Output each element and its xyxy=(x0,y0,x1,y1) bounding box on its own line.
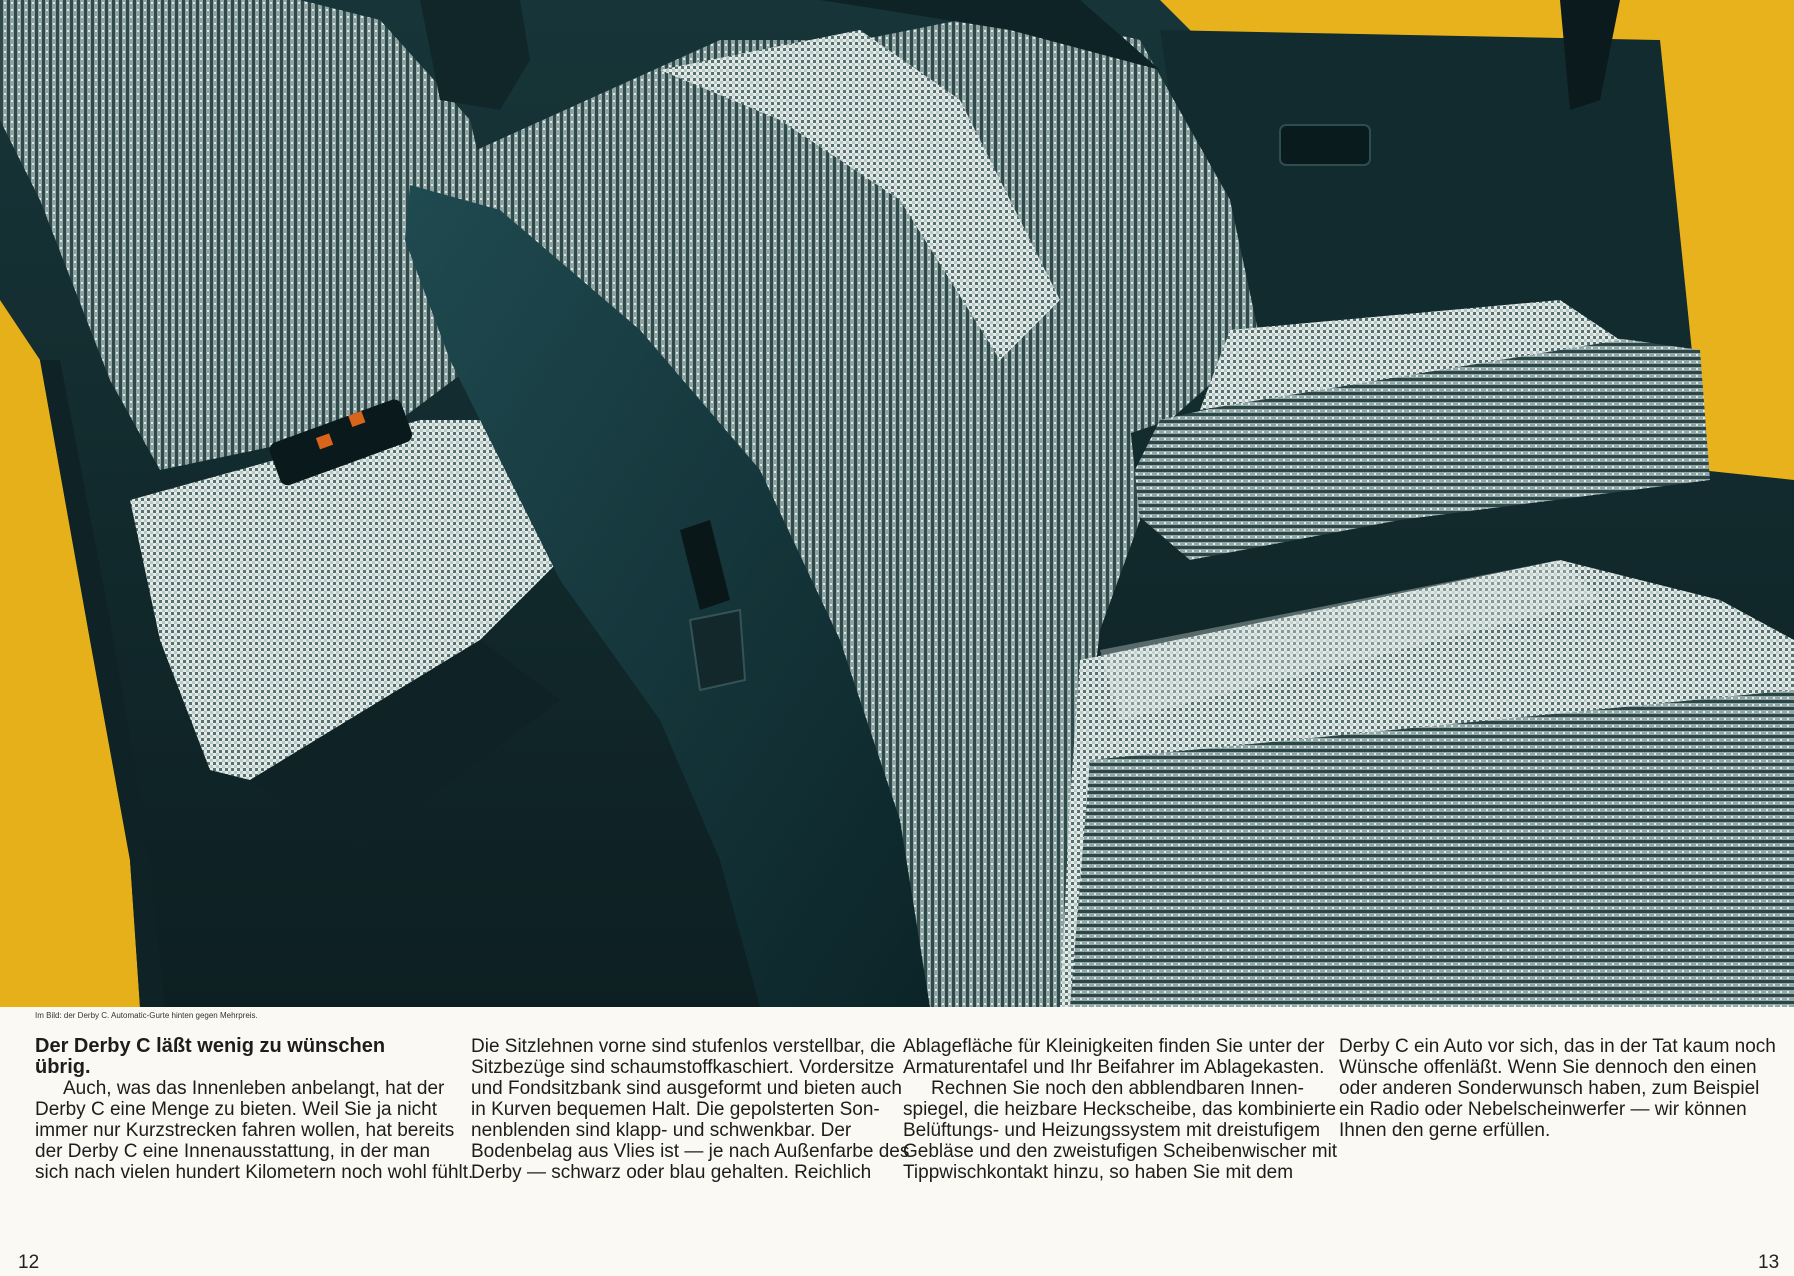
text-column-1 xyxy=(35,1035,474,1183)
body-line: in Kurven bequemen Halt. Die gepolsterten Son- xyxy=(471,1099,880,1120)
text-column-4 xyxy=(1339,1036,1776,1141)
body-line: Tippwischkontakt hinzu, so haben Sie mit dem xyxy=(903,1162,1294,1183)
body-line: Die Sitzlehnen vorne sind stufenlos verstellbar, die xyxy=(471,1036,896,1057)
body-line: Derby C eine Menge zu bieten. Weil Sie ja nicht xyxy=(35,1099,438,1120)
body-line: oder anderen Sonderwunsch haben, zum Beispiel xyxy=(1339,1078,1760,1099)
body-line: Ablagefläche für Kleinigkeiten finden Sie unter der xyxy=(903,1036,1325,1057)
body-line: Armaturentafel und Ihr Beifahrer im Ablagekasten. xyxy=(903,1057,1325,1078)
body-line: Bodenbelag aus Vlies ist — je nach Außenfarbe des xyxy=(471,1141,910,1162)
body-line: sich nach vielen hundert Kilometern noch wohl fühlt. xyxy=(35,1162,474,1183)
body-line: Belüftungs- und Heizungssystem mit dreistufigem xyxy=(903,1120,1321,1141)
text-column-2 xyxy=(471,1036,910,1183)
page-number-right: 13 xyxy=(1758,1252,1780,1273)
article-headline xyxy=(35,1036,465,1078)
body-line: ein Radio oder Nebelscheinwerfer — wir können xyxy=(1339,1099,1747,1120)
body-line: Ihnen den gerne erfüllen. xyxy=(1339,1120,1551,1141)
body-line: nenblenden sind klapp- und schwenkbar. Der xyxy=(471,1120,852,1141)
body-line: Gebläse und den zweistufigen Scheibenwischer mit xyxy=(903,1141,1338,1162)
body-line: und Fondsitzbank sind ausgeformt und bieten auch xyxy=(471,1078,902,1099)
body-line: Derby C ein Auto vor sich, das in der Tat kaum noch xyxy=(1339,1036,1776,1057)
body-line: Wünsche offenläßt. Wenn Sie dennoch den einen xyxy=(1339,1057,1757,1078)
body-line: immer nur Kurzstrecken fahren wollen, hat bereits xyxy=(35,1120,455,1141)
headline-line-1: Der Derby C läßt wenig zu wünschen xyxy=(35,1035,386,1057)
page-number-left: 12 xyxy=(18,1252,40,1273)
body-line: spiegel, die heizbare Heckscheibe, das kombinierte xyxy=(903,1099,1337,1120)
body-line: Rechnen Sie noch den abblendbaren Innen- xyxy=(931,1078,1304,1099)
body-line: der Derby C eine Innenausstattung, in der man xyxy=(35,1141,431,1162)
body-line: Derby — schwarz oder blau gehalten. Reichlich xyxy=(471,1162,872,1183)
headline-line-2: übrig. xyxy=(35,1056,91,1078)
body-line: Sitzbezüge sind schaumstoffkaschiert. Vordersitze xyxy=(471,1057,895,1078)
photo-caption: Im Bild: der Derby C. Automatic-Gurte hinten gegen Mehrpreis. xyxy=(35,1011,258,1020)
text-column-3 xyxy=(903,1036,1338,1183)
body-line: Auch, was das Innenleben anbelangt, hat der xyxy=(63,1078,445,1099)
